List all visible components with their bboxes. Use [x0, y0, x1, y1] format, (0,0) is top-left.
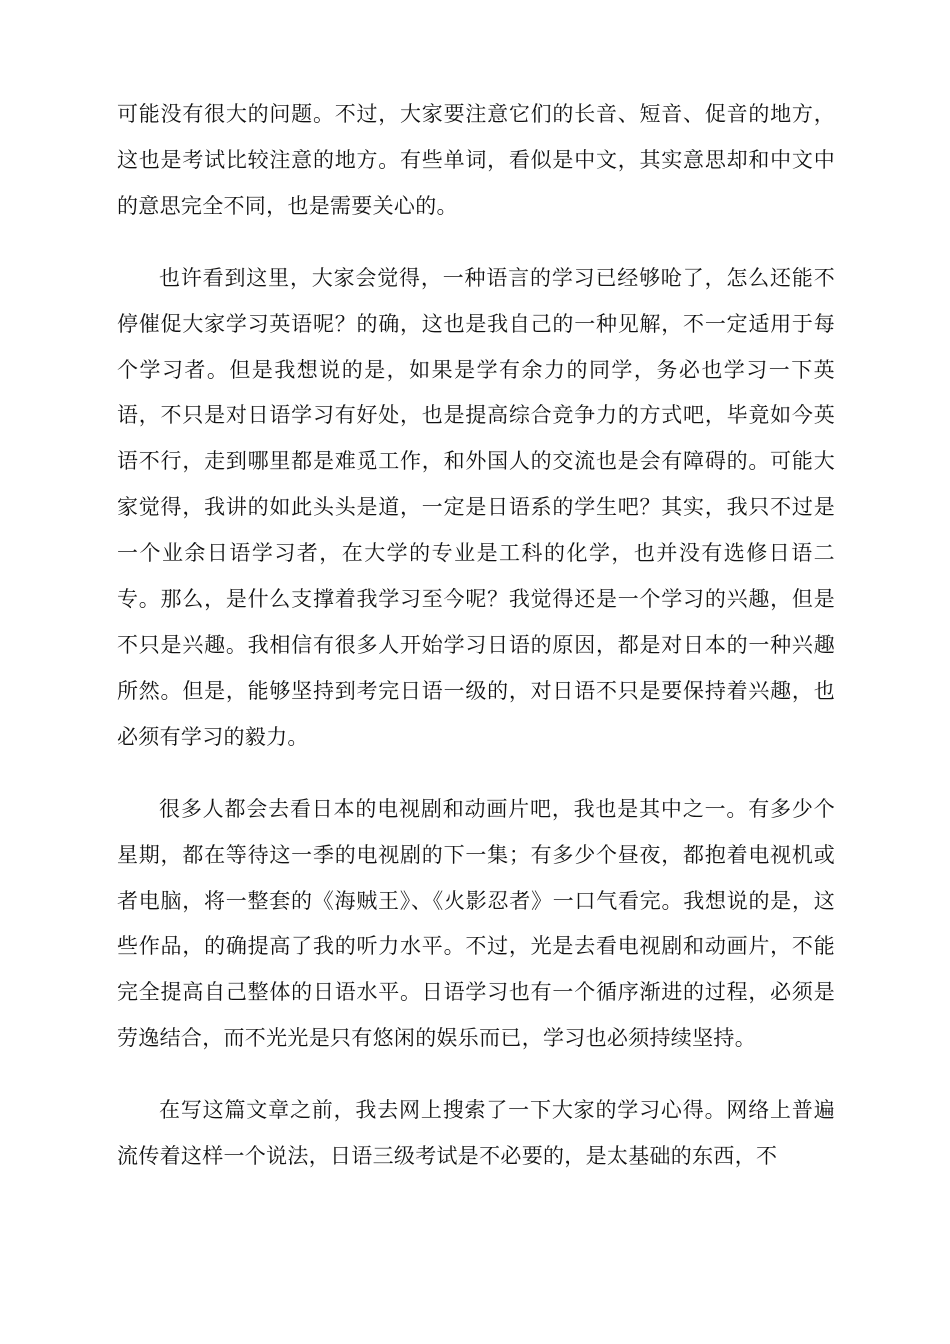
paragraph-1: 可能没有很大的问题。不过，大家要注意它们的长音、短音、促音的地方，这也是考试比较注意的地方。有些单词，看似是中文，其实意思却和中文中的意思完全不同，也是需要关心的。: [117, 102, 835, 218]
paragraph-4: 在写这篇文章之前，我去网上搜索了一下大家的学习心得。网络上普遍流传着这样一个说法，日语三级考试是不必要的，是太基础的东西，不: [117, 1098, 835, 1169]
paragraph-2: 也许看到这里，大家会觉得，一种语言的学习已经够呛了，怎么还能不停催促大家学习英语呢？的确，这也是我自己的一种见解，不一定适用于每个学习者。但是我想说的是，如果是学有余力的同学，务必也学习一下英语，不只是对日语学习有好处，也是提高综合竞争力的方式吧，毕竟如今英语不行，走到哪里都是难觅工作，和外国人的交流也是会有障碍的。可能大家觉得，我讲的如此头头是道，一定是日语系的学生吧？其实，我只不过是一个业余日语学习者，在大学的专业是工科的化学，也并没有选修日语二专。那么，是什么支撑着我学习至今呢？我觉得还是一个学习的兴趣，但是不只是兴趣。我相信有很多人开始学习日语的原因，都是对日本的一种兴趣所然。但是，能够坚持到考完日语一级的，对日语不只是要保持着兴趣，也必须有学习的毅力。: [117, 265, 835, 749]
paragraph-3: 很多人都会去看日本的电视剧和动画片吧，我也是其中之一。有多少个星期，都在等待这一季的电视剧的下一集；有多少个昼夜，都抱着电视机或者电脑，将一整套的《海贼王》、《火影忍者》一口气看完。我想说的是，这些作品，的确提高了我的听力水平。不过，光是去看电视剧和动画片，不能完全提高自己整体的日语水平。日语学习也有一个循序渐进的过程，必须是劳逸结合，而不光光是只有悠闲的娱乐而已，学习也必须持续坚持。: [117, 796, 835, 1051]
document-body: [117, 92, 835, 1206]
